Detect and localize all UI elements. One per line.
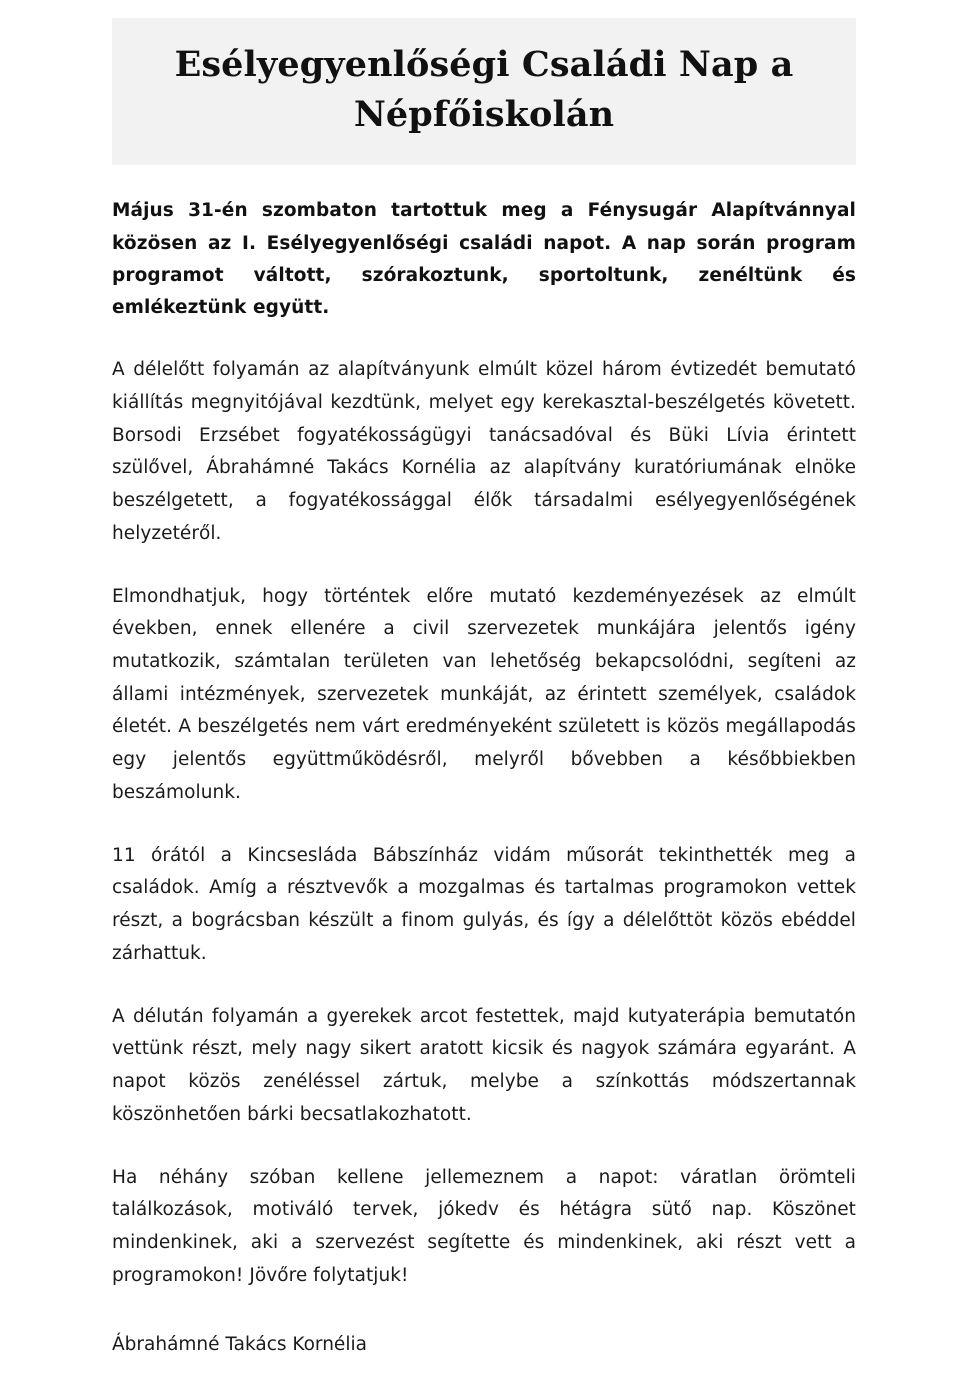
body-paragraph-4: A délután folyamán a gyerekek arcot festettek, majd kutyaterápia bemutatón vettünk részt, mely nagy sikert aratott kicsik és nagyok számára egyaránt. A napot közös zenéléssel zártuk, melybe a színkottás módszertannak köszönhetően bárki becsatlakozhatott. <box>112 1005 856 1125</box>
body-paragraph-1: A délelőtt folyamán az alapítványunk elmúlt közel három évtizedét bemutató kiállítás megnyitójával kezdtünk, melyet egy kerekasztal-beszélgetés követett. Borsodi Erzsébet fogyatékosságügyi tanácsadóval és Büki Lívia érintett szülővel, Ábrahámné Takács Kornélia az alapítvány kuratóriumának elnöke beszélgetett, a fogyatékossággal élők társadalmi esélyegyenlőségének helyzetéről. <box>112 359 856 544</box>
page-title: Esélyegyenlőségi Családi Nap a Népfőiskolán <box>174 44 794 135</box>
title-banner <box>112 18 856 165</box>
body-paragraph-5: Ha néhány szóban kellene jellemeznem a napot: váratlan örömteli találkozások, motiváló tervek, jókedv és hétágra sütő nap. Köszönet mindenkinek, aki a szervezést segítette és mindenkinek, aki részt vett a programokon! Jövőre folytatjuk! <box>112 1166 856 1286</box>
author-signature: Ábrahámné Takács Kornélia <box>112 1334 367 1356</box>
lead-paragraph: Május 31-én szombaton tartottuk meg a Fénysugár Alapítvánnyal közösen az I. Esélyegyenlőségi családi napot. A nap során program programot váltott, szórakoztunk, sportoltunk, zenéltünk és emlékeztünk együtt. <box>112 200 856 318</box>
body-paragraph-3: 11 órától a Kincsesláda Bábszínház vidám műsorát tekinthették meg a családok. Amíg a résztvevők a mozgalmas és tartalmas programokon vettek részt, a bográcsban készült a finom gulyás, és így a délelőttöt közös ebéddel zárhattuk. <box>112 844 856 964</box>
document-page <box>0 18 968 1360</box>
body-paragraph-2: Elmondhatjuk, hogy történtek előre mutató kezdeményezések az elmúlt években, ennek ellenére a civil szervezetek munkájára jelentős igény mutatkozik, számtalan területen van lehetőség bekapcsolódni, segíteni az állami intézmények, szervezetek munkáját, az érintett személyek, családok életét. A beszélgetés nem várt eredményeként született is közös megállapodás egy jelentős együttműködésről, melyről bővebben a későbbiekben beszámolunk. <box>112 585 856 803</box>
article-body <box>0 195 968 1360</box>
